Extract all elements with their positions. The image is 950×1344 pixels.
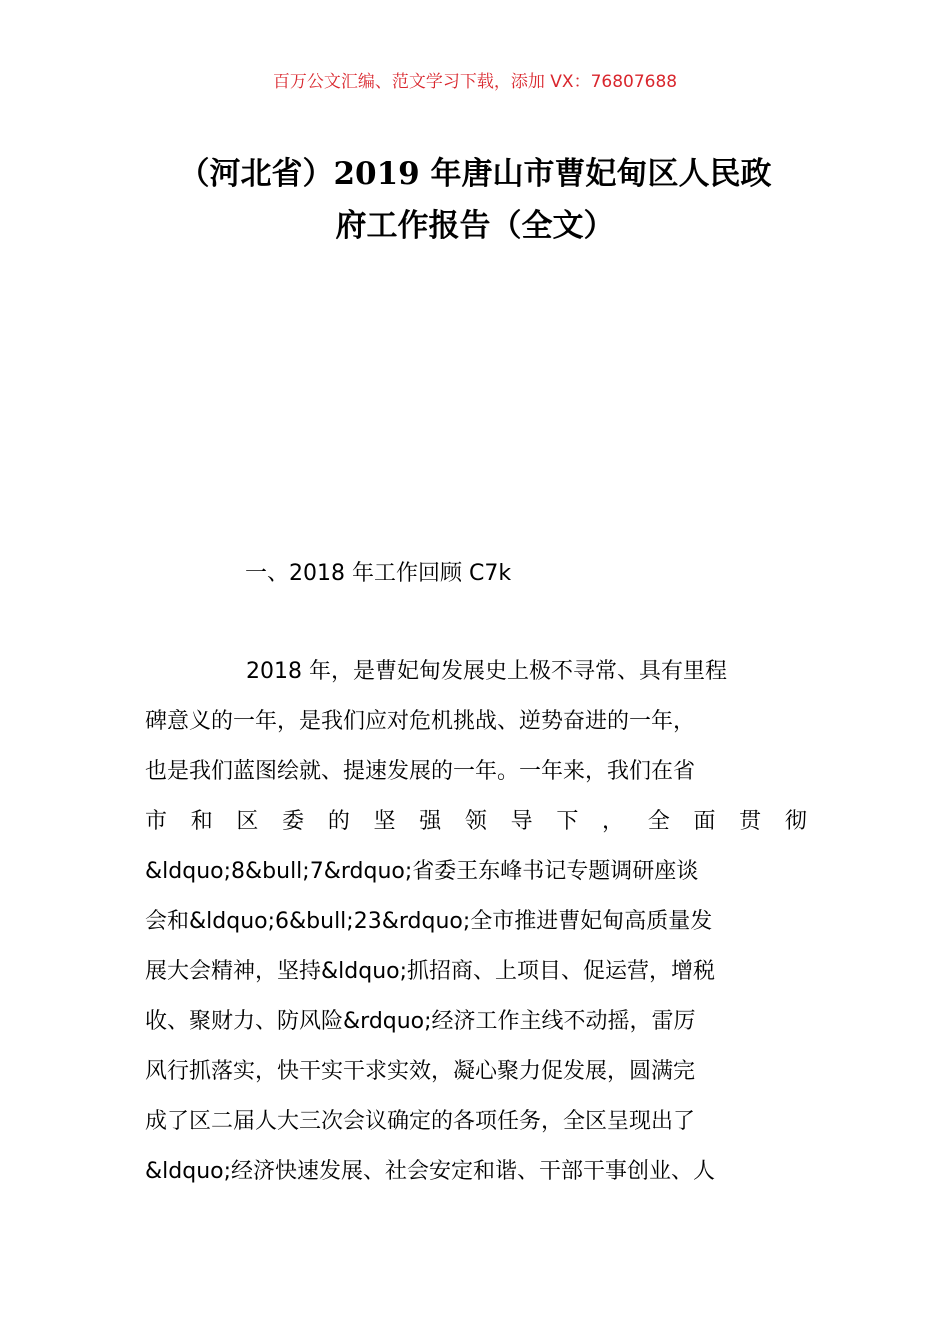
body-line: 也是我们蓝图绘就、提速发展的一年。一年来，我们在省: [145, 759, 696, 784]
body-line: 收、聚财力、防风险&rdquo;经济工作主线不动摇，雷厉: [145, 1009, 696, 1034]
spaced-char: 领: [464, 809, 487, 834]
spaced-char: 下: [556, 809, 579, 834]
spaced-char: 贯: [739, 809, 762, 834]
title-line-2: 府工作报告（全文）: [335, 208, 615, 244]
body-line: 风行抓落实，快干实干求实效，凝心聚力促发展，圆满完: [145, 1059, 696, 1084]
title-line-1: （河北省）2019 年唐山市曹妃甸区人民政: [178, 156, 772, 192]
spaced-char: 坚: [373, 809, 396, 834]
spaced-char: 彻: [784, 809, 807, 834]
document-title: [140, 148, 810, 252]
spaced-char: ，: [602, 809, 625, 834]
spaced-char: 面: [693, 809, 716, 834]
body-line: 成了区二届人大三次会议确定的各项任务，全区呈现出了: [145, 1109, 696, 1134]
spaced-char: 区: [236, 809, 259, 834]
body-text: [145, 652, 807, 1202]
spaced-char: 强: [419, 809, 442, 834]
body-line: &ldquo;8&bull;7&rdquo;省委王东峰书记专题调研座谈: [145, 859, 699, 884]
spaced-char: 委: [282, 809, 305, 834]
spaced-char: 市: [145, 809, 168, 834]
spaced-char: 的: [327, 809, 350, 834]
spaced-char: 和: [190, 809, 213, 834]
body-line-spaced: [145, 802, 807, 852]
body-line: 展大会精神，坚持&ldquo;抓招商、上项目、促运营，增税: [145, 959, 716, 984]
section-heading: 一、2018 年工作回顾 C7k: [245, 561, 512, 586]
body-line: 碑意义的一年，是我们应对危机挑战、逆势奋进的一年，: [145, 709, 696, 734]
spaced-char: 全: [647, 809, 670, 834]
body-line: 2018 年，是曹妃甸发展史上极不寻常、具有里程: [246, 659, 727, 684]
body-line: 会和&ldquo;6&bull;23&rdquo;全市推进曹妃甸高质量发: [145, 909, 713, 934]
body-line: &ldquo;经济快速发展、社会安定和谐、干部干事创业、人: [145, 1159, 716, 1184]
spaced-char: 导: [510, 809, 533, 834]
header-note: 百万公文汇编、范文学习下载，添加 VX：76807688: [272, 72, 678, 92]
